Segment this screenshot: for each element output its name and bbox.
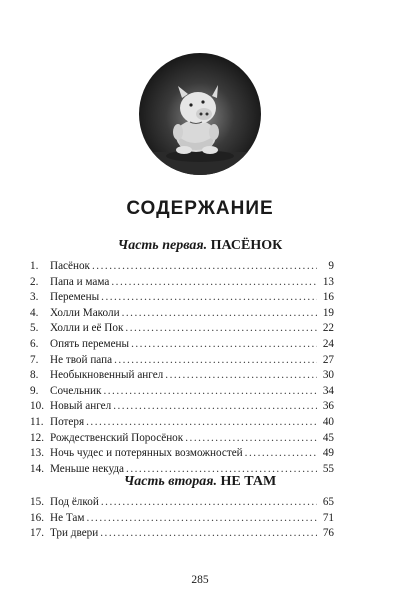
toc-leader: [122, 306, 317, 322]
toc-entry-number: 11.: [30, 415, 44, 428]
toc-entry-page: 76: [322, 527, 334, 540]
toc-entry-title: Ночь чудес и потерянных возможностей: [50, 447, 243, 460]
page-number: 285: [191, 574, 209, 586]
toc-entry-number: 1.: [30, 260, 39, 272]
toc-entry-title: Перемены: [50, 291, 100, 304]
toc-entry[interactable]: [30, 321, 334, 337]
toc-entry-title: Пасёнок: [50, 260, 90, 272]
toc-entry[interactable]: [30, 415, 334, 431]
toc-entry-page: 71: [322, 511, 334, 524]
toc-leader: [131, 337, 317, 353]
toc-entry-title: Новый ангел: [50, 400, 112, 413]
toc-entry-number: 7.: [30, 353, 39, 366]
toc-entry-title: Рождественский Поросёнок: [50, 431, 184, 444]
toc-entry-number: 17.: [30, 527, 44, 540]
toc-leader: [103, 384, 317, 400]
part-heading-name: ПАСЁНОК: [210, 238, 283, 253]
toc-leader: [86, 415, 317, 431]
toc-entry[interactable]: [30, 431, 334, 447]
toc-entry[interactable]: [30, 446, 334, 462]
toc-entry-page: 55: [322, 462, 334, 475]
toc-leader: [92, 259, 317, 275]
part-heading-label: Часть первая.: [117, 238, 208, 253]
page-title: СОДЕРЖАНИЕ: [126, 198, 274, 219]
toc-entry-page: 36: [322, 400, 334, 413]
toc-entry[interactable]: [30, 337, 334, 353]
part-heading-label: Часть вторая.: [123, 474, 217, 489]
toc-entry-number: 5.: [30, 322, 39, 335]
toc-entry-title: Под ёлкой: [50, 496, 99, 508]
toc-entry-title: Потеря: [50, 415, 85, 428]
toc-entry-title: Папа и мама: [50, 275, 110, 288]
toc-entry-title: Не Там: [50, 511, 85, 524]
toc-entry-page: 49: [322, 447, 334, 460]
toc-entry-title: Сочельник: [50, 384, 102, 397]
toc-entry[interactable]: [30, 526, 334, 542]
toc-leader: [245, 446, 317, 462]
toc-leader: [86, 511, 317, 527]
toc-list: [30, 259, 334, 477]
toc-leader: [165, 368, 317, 384]
toc-entry-page: 40: [322, 415, 334, 428]
toc-entry-page: 65: [322, 496, 334, 508]
toc-entry[interactable]: [30, 511, 334, 527]
toc-entry-page: 22: [322, 322, 334, 335]
toc-leader: [114, 353, 317, 369]
toc-entry-page: 24: [322, 337, 334, 350]
toc-entry-title: Необыкновенный ангел: [50, 369, 164, 382]
toc-entry-page: 45: [322, 431, 334, 444]
part-heading: [0, 238, 400, 254]
toc-entry[interactable]: [30, 399, 334, 415]
toc-entry[interactable]: [30, 353, 334, 369]
toc-entry-page: 16: [322, 291, 334, 304]
toy-pig-illustration-icon: [138, 52, 262, 176]
toc-entry-number: 13.: [30, 447, 44, 460]
toc-entry[interactable]: [30, 495, 334, 511]
toc-entry-number: 15.: [30, 496, 44, 508]
toc-leader: [101, 495, 317, 511]
toc-entry-page: 30: [322, 369, 334, 382]
toc-list: [30, 495, 334, 542]
toc-entry-page: 19: [322, 306, 334, 319]
toc-entry[interactable]: [30, 290, 334, 306]
toc-leader: [100, 526, 317, 542]
toc-entry-title: Меньше некуда: [50, 462, 125, 475]
toc-entry-number: 10.: [30, 400, 44, 413]
toc-entry[interactable]: [30, 306, 334, 322]
toc-entry-number: 4.: [30, 306, 39, 319]
toc-entry[interactable]: [30, 368, 334, 384]
part-heading: [0, 474, 400, 490]
toc-entry[interactable]: [30, 275, 334, 291]
toc-leader: [113, 399, 317, 415]
toc-entry-number: 3.: [30, 291, 39, 304]
toc-entry-title: Опять перемены: [50, 337, 130, 350]
toc-entry-page: 9: [328, 260, 334, 272]
toc-leader: [111, 275, 317, 291]
toc-entry-number: 14.: [30, 462, 44, 475]
toc-entry-number: 6.: [30, 337, 39, 350]
toc-leader: [185, 431, 317, 447]
toc-leader: [101, 290, 317, 306]
toc-entry-number: 12.: [30, 431, 44, 444]
toc-entry-page: 27: [322, 353, 334, 366]
toc-entry-title: Не твой папа: [50, 353, 113, 366]
toc-leader: [125, 321, 317, 337]
part-heading-name: НЕ ТАМ: [220, 474, 277, 489]
toc-entry-number: 16.: [30, 511, 44, 524]
toc-entry-page: 34: [322, 384, 334, 397]
toc-entry[interactable]: [30, 384, 334, 400]
toc-entry-number: 9.: [30, 384, 39, 397]
toc-entry-title: Три двери: [50, 527, 99, 540]
toc-entry[interactable]: [30, 259, 334, 275]
toc-entry-number: 8.: [30, 369, 39, 382]
toc-entry-number: 2.: [30, 275, 39, 288]
toc-entry-title: Холли Маколи: [50, 306, 120, 319]
toc-entry-title: Холли и её Пок: [50, 322, 124, 335]
toc-entry-page: 13: [322, 275, 334, 288]
